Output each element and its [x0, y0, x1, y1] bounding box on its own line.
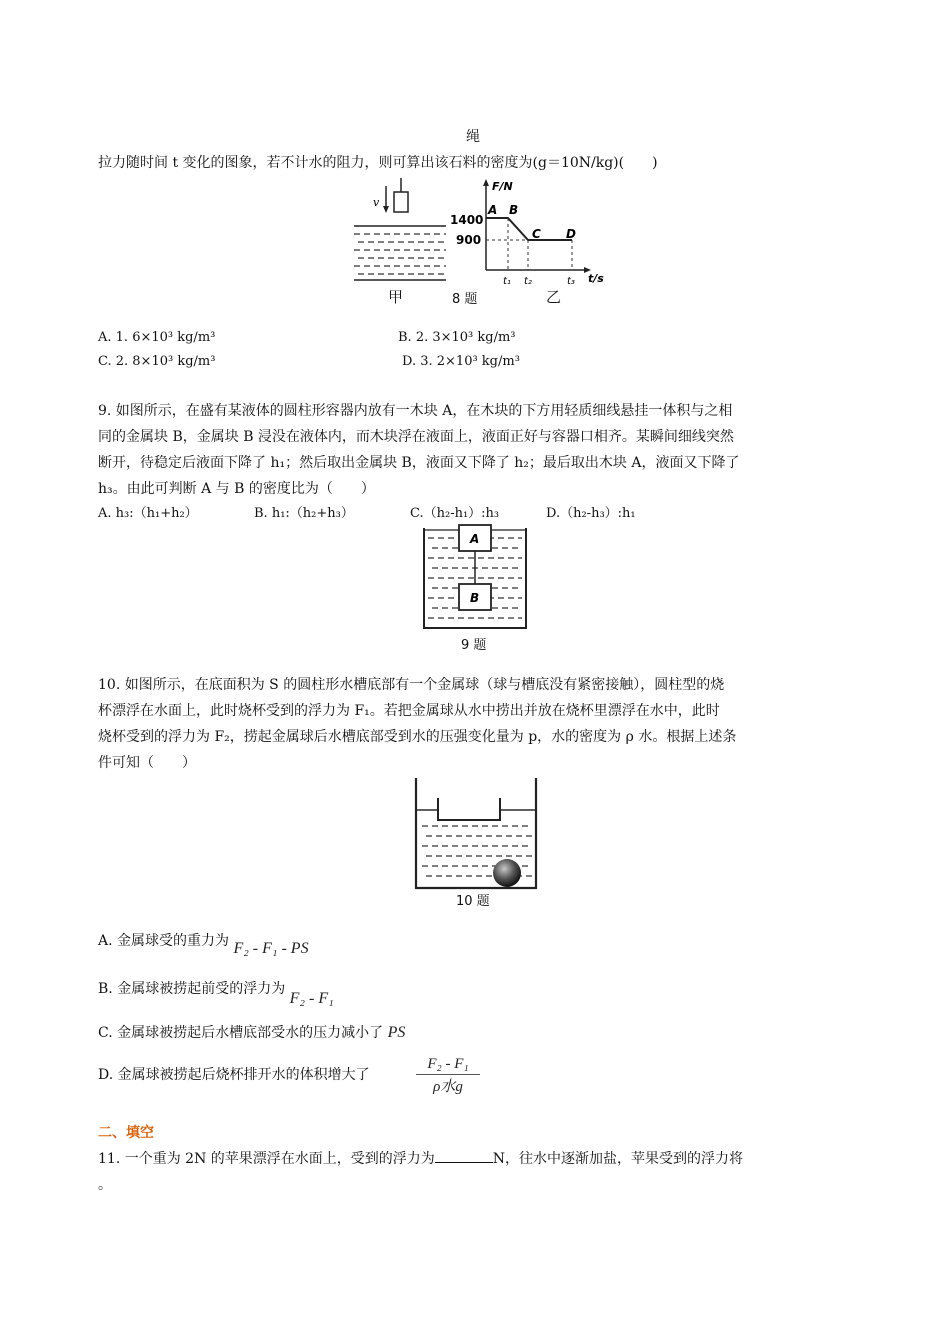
- x-tick-t2: t₂: [524, 276, 532, 287]
- x-axis-label: t/s: [588, 272, 604, 285]
- q10-tank-figure: [410, 776, 542, 892]
- q9-container-figure: [418, 524, 532, 636]
- q10-option-c-math: PS: [387, 1024, 406, 1041]
- q10-line-4: 件可知（ ）: [98, 755, 196, 771]
- q9-fig-caption: 9 题: [461, 638, 487, 653]
- q9-line-2: 同的金属块 B，金属块 B 浸没在液体内，而木块浮在液面上，液面正好与容器口相齐。某瞬间细线突然: [98, 429, 734, 445]
- q9-line-3: 断开，待稳定后液面下降了 h₁；然后取出金属块 B，液面又下降了 h₂；最后取出木块 A，液面又下降了: [98, 455, 740, 471]
- q8-fig-yi-label: 乙: [546, 288, 562, 306]
- q10-option-a-math: F₂ - F₁ - PS: [233, 940, 309, 957]
- q9-option-d: D.（h₂-h₃）:h₁: [546, 506, 636, 521]
- q10-option-c: [98, 1022, 405, 1042]
- q8-option-b: B. 2. 3×10³ kg/m³: [398, 330, 516, 345]
- block-b-label: B: [470, 591, 480, 605]
- q11-text-b: N，往水中逐渐加盐，苹果受到的浮力将: [492, 1151, 744, 1167]
- q11-blank: [435, 1148, 493, 1163]
- v-label: v: [373, 196, 380, 209]
- point-b: B: [509, 203, 519, 217]
- q10-option-b-text: B. 金属球被捞起前受的浮力为: [98, 981, 286, 997]
- q8-fig-caption: 8 题: [452, 292, 478, 307]
- y-tick-900: 900: [456, 233, 482, 247]
- q10-option-b: [98, 978, 334, 1007]
- q8-force-time-graph: [448, 176, 618, 306]
- q10-option-c-text: C. 金属球被捞起后水槽底部受水的压力减小了: [98, 1025, 384, 1041]
- q10-option-d-text: D. 金属球被捞起后烧杯排开水的体积增大了: [98, 1067, 370, 1083]
- q11-line-end: 。: [98, 1177, 112, 1193]
- q8-fig-jia-label: 甲: [388, 288, 404, 306]
- q10-option-a-text: A. 金属球受的重力为: [98, 933, 230, 949]
- section-2-title: 二、填空: [98, 1125, 154, 1141]
- x-tick-t3: t₃: [567, 276, 575, 287]
- q10-option-d: [98, 1064, 370, 1084]
- q10-line-2: 杯漂浮在水面上，此时烧杯受到的浮力为 F₁。若把金属球从水中捞出并放在烧杯里漂浮在水中，此时: [98, 703, 720, 719]
- metal-ball: [493, 859, 521, 887]
- y-axis-label: F/N: [492, 180, 513, 193]
- q9-line-4: h₃。由此可判断 A 与 B 的密度比为（ ）: [98, 481, 375, 497]
- point-c: C: [532, 227, 541, 241]
- block-a-label: A: [470, 532, 480, 546]
- q10-option-d-fraction: [416, 1056, 480, 1096]
- q9-option-a: A. h₃:（h₁+h₂）: [98, 506, 198, 521]
- q8-option-a: A. 1. 6×10³ kg/m³: [98, 330, 216, 345]
- q11-text-a: 11. 一个重为 2N 的苹果漂浮在水面上，受到的浮力为: [98, 1151, 435, 1167]
- q10-option-d-denominator: ρ水g: [433, 1079, 463, 1095]
- y-tick-1400: 1400: [450, 213, 484, 227]
- q10-option-d-numerator: F₂ - F₁: [416, 1056, 480, 1075]
- point-a: A: [488, 203, 498, 217]
- q10-line-1: 10. 如图所示，在底面积为 S 的圆柱形水槽底部有一个金属球（球与槽底没有紧密接触），圆柱型的烧: [98, 677, 725, 693]
- q8-stem: 拉力随时间 t 变化的图象，若不计水的阻力，则可算出该石料的密度为(g＝10N/kg)( ): [98, 155, 658, 171]
- x-tick-t1: t₁: [503, 276, 511, 287]
- q10-line-3: 烧杯受到的浮力为 F₂，捞起金属球后水槽底部受到水的压强变化量为 p，水的密度为 ρ 水。根据上述条: [98, 729, 737, 745]
- q9-option-b: B. h₁:（h₂+h₃）: [254, 506, 354, 521]
- q8-option-d: D. 3. 2×10³ kg/m³: [402, 354, 520, 369]
- q10-fig-caption: 10 题: [456, 894, 490, 909]
- q11-line: [98, 1146, 858, 1172]
- q8-option-c: C. 2. 8×10³ kg/m³: [98, 354, 216, 369]
- q9-line-1: 9. 如图所示，在盛有某液体的圆柱形容器内放有一木块 A，在木块的下方用轻质细线悬挂一体积与之相: [98, 403, 733, 419]
- q10-option-b-math: F₂ - F₁: [289, 990, 334, 1007]
- q10-option-a: [98, 930, 309, 957]
- q9-option-c: C.（h₂-h₁）:h₃: [410, 506, 500, 521]
- top-word: 绳: [466, 129, 480, 145]
- point-d: D: [566, 227, 576, 241]
